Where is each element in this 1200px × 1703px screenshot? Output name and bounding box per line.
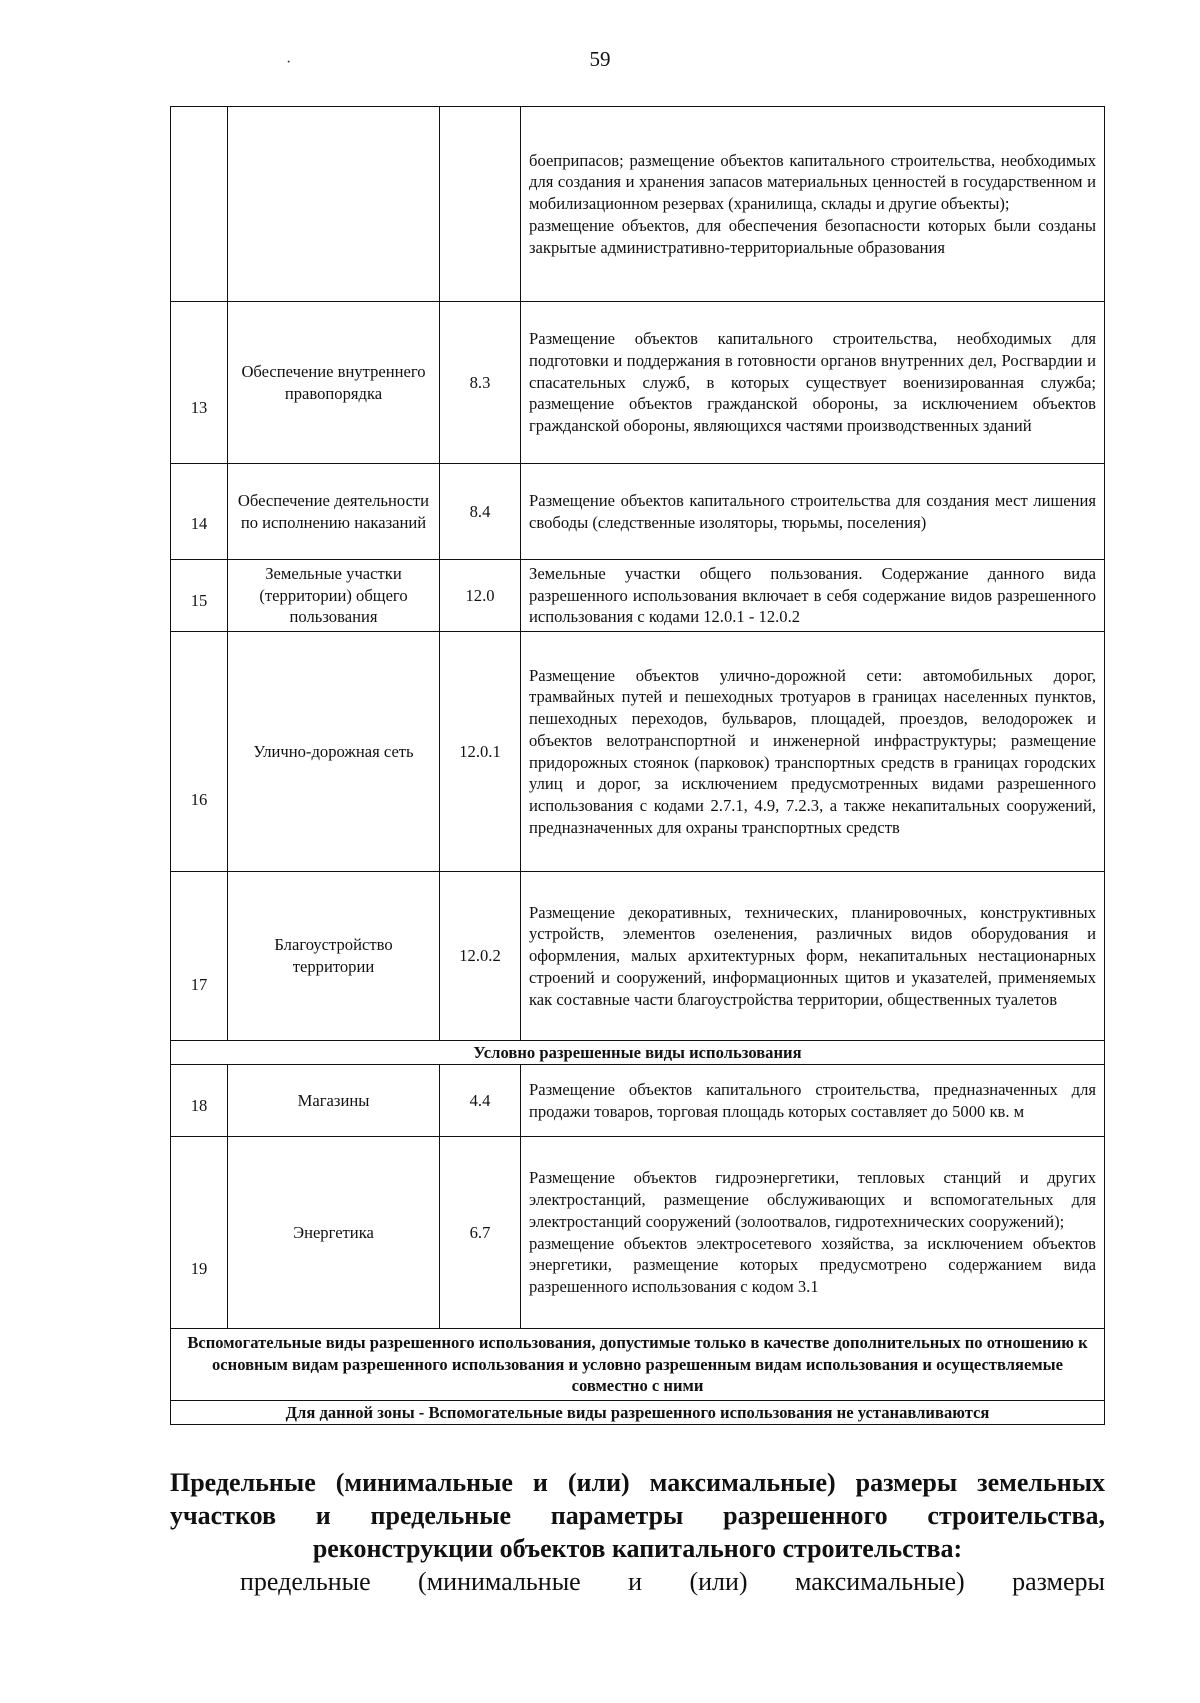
description-paragraph: Размещение объектов капитального строительства, необходимых для подготовки и поддержания в готовности органов внутренних дел, Росгвардии и спасательных служб, в которых существует военизированная служба; размещение объектов гражданской обороны, за исключением объектов гражданской обороны, являющихся частями производственных зданий [529, 329, 1096, 436]
description-paragraph: Размещение декоративных, технических, планировочных, конструктивных устройств, элементов озеленения, различных видов оборудования и оформления, малых архитектурных форм, некапитальных нестационарных строений и сооружений, информационных щитов и указателей, применяемых как составные части благоустройства территории, общественных туалетов [529, 902, 1096, 1009]
body-text-continuation: предельные (минимальные и (или) максимальные) размеры [240, 1567, 1105, 1596]
use-type-description [521, 872, 1105, 1041]
description-paragraph: Размещение объектов капитального строительства для создания мест лишения свободы (следственные изоляторы, тюрьмы, поселения) [529, 490, 1096, 532]
table-row [171, 464, 1105, 560]
use-type-code: 12.0.1 [440, 632, 521, 872]
row-number: 15 [171, 560, 228, 632]
row-number: 19 [171, 1137, 228, 1329]
section-title-auxiliary: Вспомогательные виды разрешенного использования, допустимые только в качестве дополнительных по отношению к основным видам разрешенного использования и условно разрешенным видам использования и осуществляемые совместно с ними [171, 1329, 1105, 1401]
page-number: 59 [589, 47, 611, 71]
description-paragraph: размещение объектов электросетевого хозяйства, за исключением объектов энергетики, размещение которых предусмотрено содержанием вида разрешенного использования с кодом 3.1 [529, 1233, 1096, 1296]
use-type-name: Обеспечение внутреннего правопорядка [228, 302, 440, 464]
use-type-code: 6.7 [440, 1137, 521, 1329]
scan-speck: · [286, 54, 292, 71]
table-row [171, 872, 1105, 1041]
use-type-name: Обеспечение деятельности по исполнению наказаний [228, 464, 440, 560]
use-type-code: 12.0.2 [440, 872, 521, 1041]
use-type-name: Благоустройство территории [228, 872, 440, 1041]
section-note: Для данной зоны - Вспомогательные виды разрешенного использования не устанавливаются [171, 1401, 1105, 1425]
use-type-description [521, 1137, 1105, 1329]
section-row [171, 1041, 1105, 1065]
use-type-code: 8.4 [440, 464, 521, 560]
table-row [171, 302, 1105, 464]
use-type-description [521, 464, 1105, 560]
row-number [171, 107, 228, 302]
use-type-code: 12.0 [440, 560, 521, 632]
section-row [171, 1329, 1105, 1401]
description-paragraph: боеприпасов; размещение объектов капитального строительства, необходимых для создания и хранения запасов материальных ценностей в государственном и мобилизационном резервах (хранилища, склады и другие объекты); [529, 150, 1096, 214]
description-paragraph: размещение объектов, для обеспечения безопасности которых были созданы закрытые административно-территориальные образования [529, 215, 1096, 257]
use-type-name: Энергетика [228, 1137, 440, 1329]
use-type-name: Земельные участки (территории) общего пользования [228, 560, 440, 632]
table-row [171, 1065, 1105, 1137]
section-title-conditional: Условно разрешенные виды использования [171, 1041, 1105, 1065]
use-type-description [521, 560, 1105, 632]
table-row [171, 107, 1105, 302]
use-type-description [521, 302, 1105, 464]
use-type-code [440, 107, 521, 302]
row-number: 18 [171, 1065, 228, 1137]
table-row [171, 1137, 1105, 1329]
table-row [171, 560, 1105, 632]
table-row [171, 632, 1105, 872]
description-paragraph: Размещение объектов гидроэнергетики, тепловых станций и других электростанций, размещение обслуживающих и вспомогательных для электростанций сооружений (золоотвалов, гидротехнических сооружений); [529, 1168, 1096, 1231]
use-type-description [521, 632, 1105, 872]
description-paragraph: Размещение объектов улично-дорожной сети: автомобильных дорог, трамвайных путей и пешеходных тротуаров в границах населенных пунктов, пешеходных переходов, бульваров, площадей, проездов, велодорожек и объектов велотранспортной и инженерной инфраструктуры; размещение придорожных стоянок (парковок) транспортных средств в границах городских улиц и дорог, за исключением предусмотренных видами разрешенного использования с кодами 2.7.1, 4.9, 7.2.3, а также некапитальных сооружений, предназначенных для охраны транспортных средств [529, 665, 1096, 837]
section-heading: Предельные (минимальные и (или) максимальные) размеры земельных участков и предельные параметры разрешенного строительства, реконструкции объектов капитального строительства: [170, 1468, 1105, 1564]
use-type-description [521, 1065, 1105, 1137]
description-paragraph: Размещение объектов капитального строительства, предназначенных для продажи товаров, торговая площадь которых составляет до 5000 кв. м [529, 1079, 1096, 1121]
use-type-name [228, 107, 440, 302]
use-type-description [521, 107, 1105, 302]
use-type-name: Улично-дорожная сеть [228, 632, 440, 872]
use-type-name: Магазины [228, 1065, 440, 1137]
use-type-code: 4.4 [440, 1065, 521, 1137]
section-row [171, 1401, 1105, 1425]
row-number: 16 [171, 632, 228, 872]
permitted-use-table [170, 106, 1105, 1425]
use-type-code: 8.3 [440, 302, 521, 464]
row-number: 14 [171, 464, 228, 560]
row-number: 13 [171, 302, 228, 464]
row-number: 17 [171, 872, 228, 1041]
description-paragraph: Земельные участки общего пользования. Содержание данного вида разрешенного использования включает в себя содержание видов разрешенного использования с кодами 12.0.1 - 12.0.2 [529, 563, 1096, 627]
